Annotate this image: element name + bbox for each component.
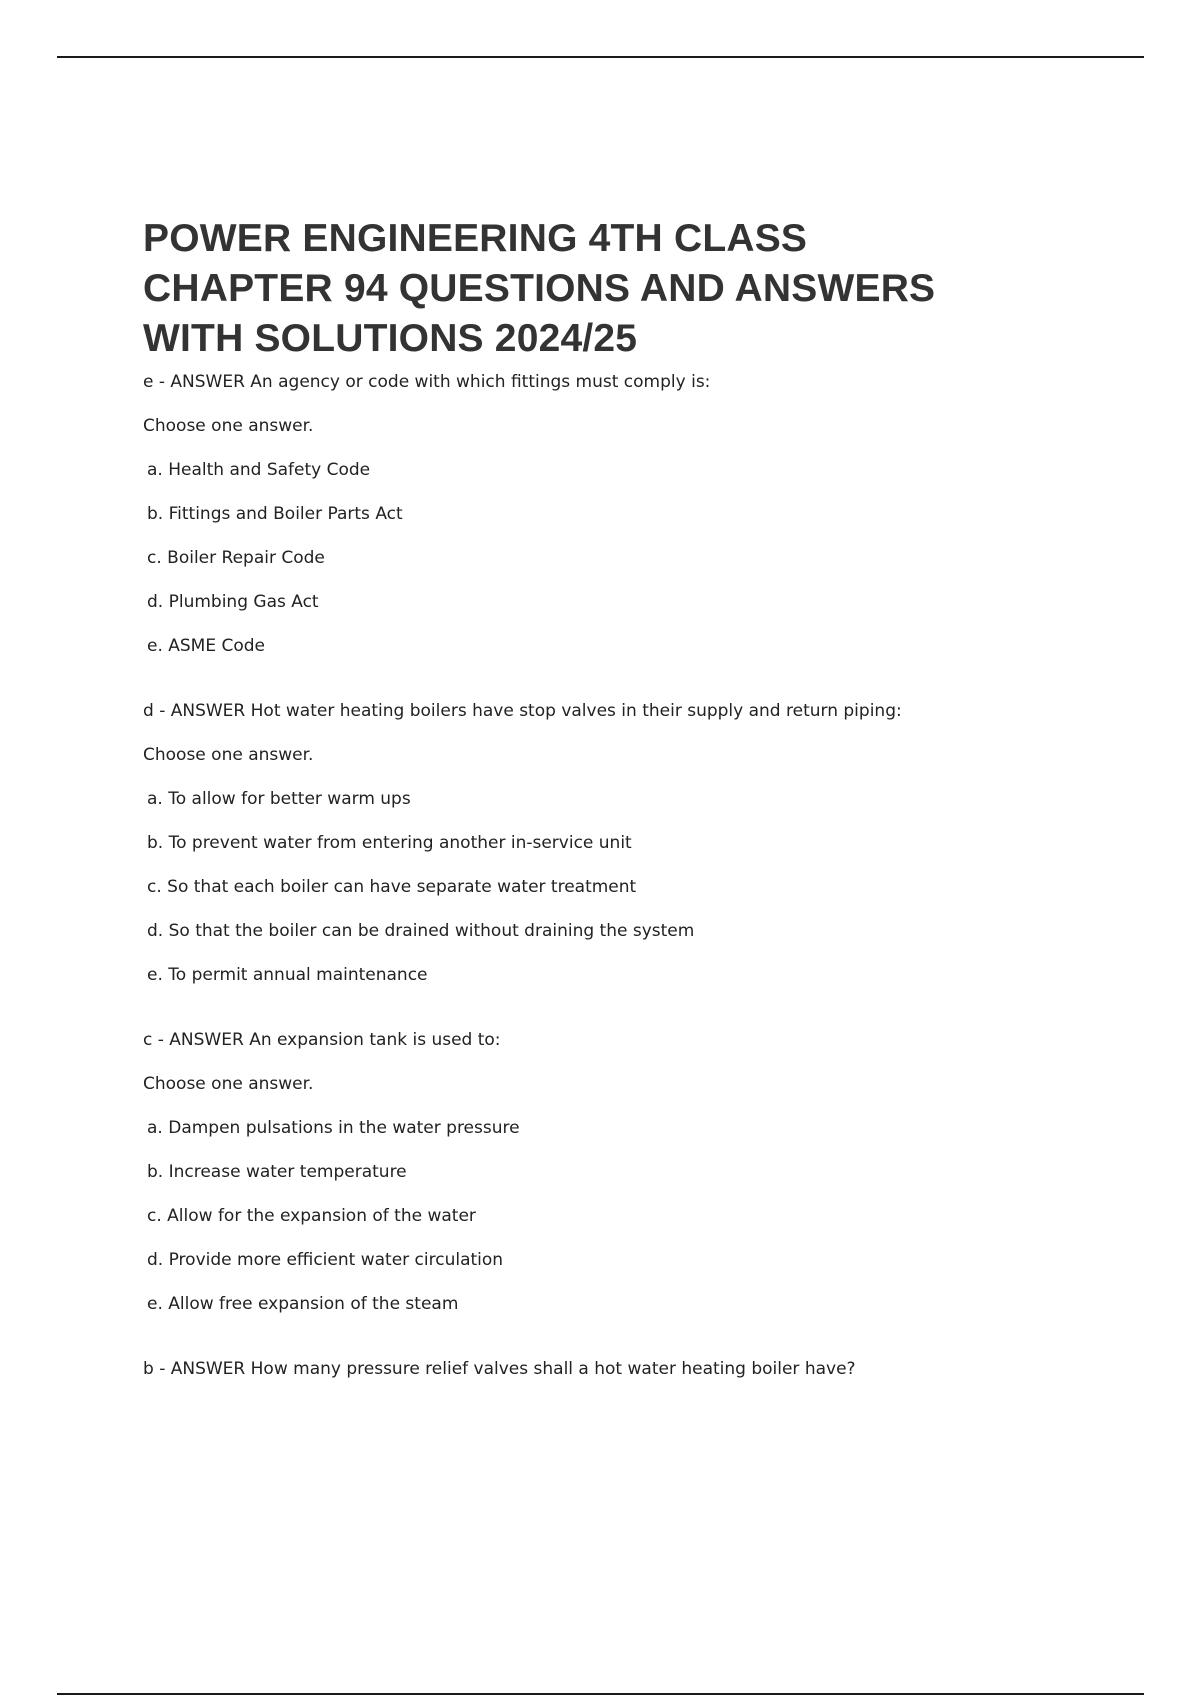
answer-option: b. To prevent water from entering another in-service unit bbox=[147, 833, 632, 853]
choose-prompt: Choose one answer. bbox=[143, 1074, 314, 1094]
choose-prompt: Choose one answer. bbox=[143, 416, 314, 436]
answer-option: b. Fittings and Boiler Parts Act bbox=[147, 504, 403, 524]
question-block-2 bbox=[143, 701, 1103, 985]
title-line-3: WITH SOLUTIONS 2024/25 bbox=[143, 317, 638, 360]
answer-option: d. Plumbing Gas Act bbox=[147, 592, 319, 612]
answer-option: b. Increase water temperature bbox=[147, 1162, 407, 1182]
answer-options bbox=[143, 460, 1103, 656]
answer-option: e. Allow free expansion of the steam bbox=[147, 1294, 459, 1314]
answer-option: a. To allow for better warm ups bbox=[147, 789, 411, 809]
title-line-2: CHAPTER 94 QUESTIONS AND ANSWERS bbox=[143, 267, 936, 310]
top-rule bbox=[57, 56, 1144, 58]
document-title bbox=[143, 214, 1103, 364]
answer-option: d. Provide more efficient water circulation bbox=[147, 1250, 504, 1270]
question-text: c - ANSWER An expansion tank is used to: bbox=[143, 1030, 501, 1050]
question-block-4 bbox=[143, 1359, 1103, 1379]
answer-option: e. To permit annual maintenance bbox=[147, 965, 428, 985]
answer-option: a. Dampen pulsations in the water pressure bbox=[147, 1118, 520, 1138]
answer-options bbox=[143, 1118, 1103, 1314]
choose-prompt: Choose one answer. bbox=[143, 745, 314, 765]
document-body bbox=[143, 214, 1103, 1379]
answer-option: c. Boiler Repair Code bbox=[147, 548, 325, 568]
answer-option: a. Health and Safety Code bbox=[147, 460, 371, 480]
question-block-3 bbox=[143, 1030, 1103, 1314]
title-line-1: POWER ENGINEERING 4TH CLASS bbox=[143, 217, 808, 260]
answer-option: d. So that the boiler can be drained without draining the system bbox=[147, 921, 695, 941]
answer-option: e. ASME Code bbox=[147, 636, 266, 656]
question-text: b - ANSWER How many pressure relief valves shall a hot water heating boiler have? bbox=[143, 1359, 856, 1379]
answer-option: c. So that each boiler can have separate water treatment bbox=[147, 877, 637, 897]
question-text: e - ANSWER An agency or code with which fittings must comply is: bbox=[143, 372, 711, 392]
question-block-1 bbox=[143, 372, 1103, 656]
answer-options bbox=[143, 789, 1103, 985]
bottom-rule bbox=[57, 1693, 1144, 1695]
question-text: d - ANSWER Hot water heating boilers have stop valves in their supply and return piping: bbox=[143, 701, 902, 721]
answer-option: c. Allow for the expansion of the water bbox=[147, 1206, 476, 1226]
